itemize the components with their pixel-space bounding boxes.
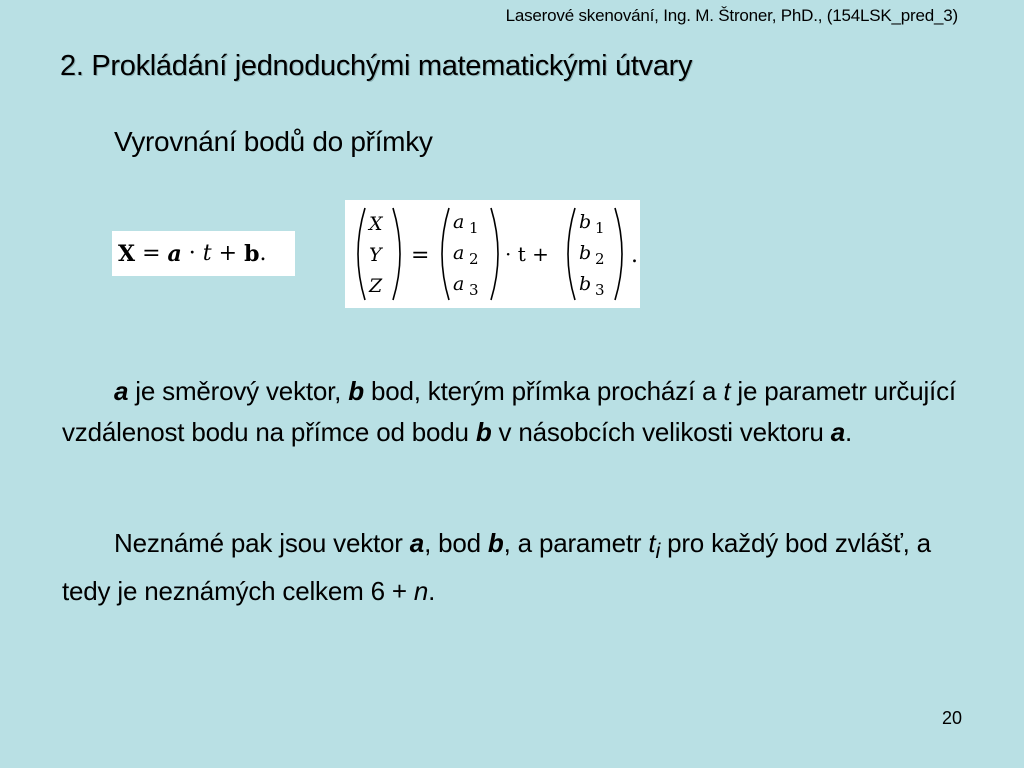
- symbol-ti: t: [648, 528, 656, 558]
- paren-left-3: [568, 208, 575, 300]
- paren-left-1: [358, 208, 365, 300]
- vec1-z: Z: [369, 275, 383, 297]
- symbol-b: b: [348, 376, 364, 406]
- page-number: 20: [941, 708, 962, 728]
- matrix-period: .: [631, 243, 638, 268]
- symbol-a: a: [830, 417, 845, 447]
- symbol-b: b: [475, 417, 492, 447]
- paren-right-1: [393, 208, 400, 300]
- slide-subtitle: Vyrovnání bodů do přímky: [114, 126, 433, 157]
- paren-right-2: [491, 208, 498, 300]
- symbol-t: t: [723, 376, 731, 406]
- line-equation-matrix-form: [345, 200, 640, 308]
- symbol-a: a: [409, 528, 425, 558]
- matrix-equals: =: [411, 243, 430, 268]
- sub-b1: 1: [595, 219, 605, 237]
- slide-title: 2. Prokládání jednoduchými matematickými útvary: [60, 50, 693, 82]
- symbol-n: n: [413, 576, 429, 607]
- vec1-x: X: [369, 213, 383, 235]
- sub-a2: 2: [469, 250, 479, 268]
- vec1-y: Y: [369, 244, 382, 266]
- line-equation-vector-form: X = a · t + b .: [112, 231, 295, 276]
- vec3-b3: b: [579, 273, 592, 295]
- vec3-b2: b: [579, 242, 592, 264]
- vec3-b1: b: [579, 211, 592, 233]
- paragraph-vector-explanation: a je směrový vektor, b bod, kterým přímka prochází a t je parametr určující vzdálenost bodu na přímce od bodu b v násobcích velikosti vektoru a.: [62, 376, 956, 447]
- vec2-a2: a: [453, 242, 465, 264]
- symbol-a: a: [114, 376, 129, 406]
- slide-header: Laserové skenování, Ing. M. Štroner, PhD., (154LSK_pred_3): [505, 6, 958, 25]
- vec2-a1: a: [453, 211, 465, 233]
- paragraph-unknowns: Neznámé pak jsou vektor a, bod b, a parametr $t_i$ pro každý bod zvlášť, a tedy je neznámých celkem 6 + n.: [62, 528, 931, 607]
- sub-a3: 3: [469, 281, 479, 299]
- dot-t-plus: · t +: [505, 242, 549, 266]
- symbol-b: b: [487, 528, 504, 558]
- paren-right-3: [615, 208, 622, 300]
- vec2-a3: a: [453, 273, 465, 295]
- matrix-equation-graphic: [345, 200, 640, 308]
- paren-left-2: [442, 208, 449, 300]
- sub-b3: 3: [595, 281, 605, 299]
- sub-b2: 2: [595, 250, 605, 268]
- formula-x: X: [118, 240, 136, 267]
- sub-a1: 1: [469, 219, 479, 237]
